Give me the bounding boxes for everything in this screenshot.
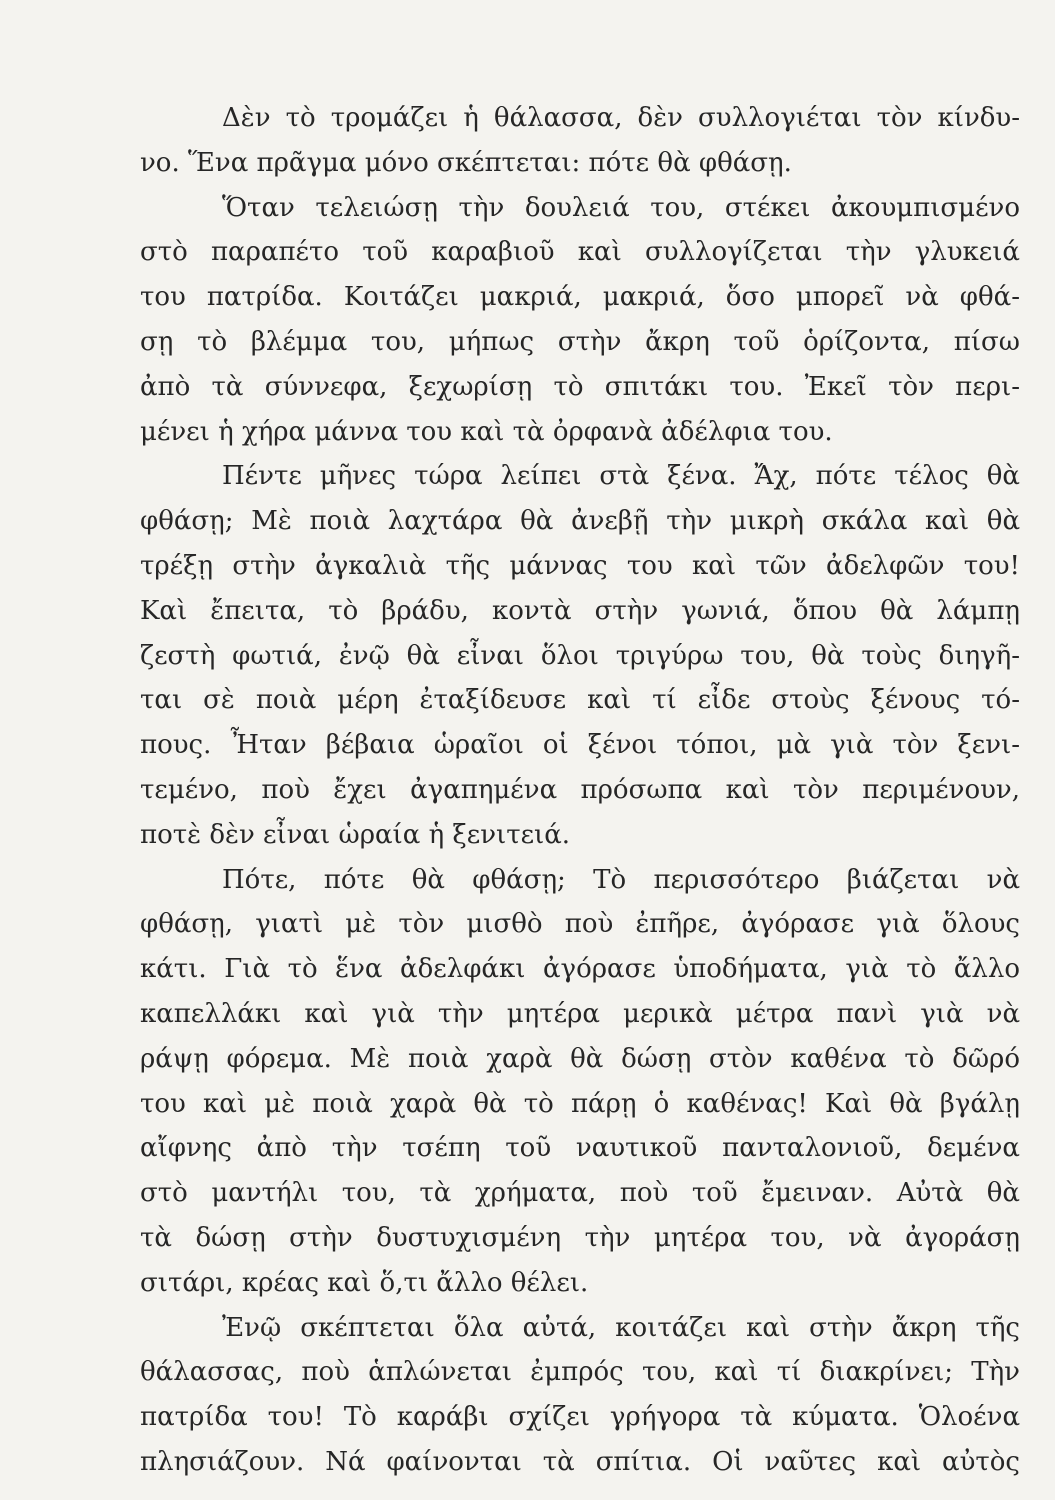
- text-line: νο. Ἕνα πρᾶγμα μόνο σκέπτεται: πότε θὰ φθάσῃ.: [140, 147, 792, 178]
- text-line: μένει ἡ χήρα μάννα του καὶ τὰ ὀρφανὰ ἀδέλφια του.: [140, 416, 833, 447]
- page-text: [140, 96, 1020, 1485]
- text-line: σῃ τὸ βλέμμα του, μήπως στὴν ἄκρη τοῦ ὁρίζοντα, πίσω: [140, 326, 1020, 357]
- text-line: ποτὲ δὲν εἶναι ὡραία ἡ ξενιτειά.: [140, 819, 571, 850]
- text-line: στὸ μαντήλι του, τὰ χρήματα, ποὺ τοῦ ἔμειναν. Αὐτὰ θὰ: [140, 1178, 1020, 1209]
- text-line: Ἐνῷ σκέπτεται ὅλα αὐτά, κοιτάζει καὶ στὴν ἄκρη τῆς: [222, 1312, 1020, 1343]
- text-line: πατρίδα του! Τὸ καράβι σχίζει γρήγορα τὰ κύματα. Ὁλοένα: [140, 1402, 1020, 1433]
- text-line: πους. Ἦταν βέβαια ὡραῖοι οἱ ξένοι τόποι, μὰ γιὰ τὸν ξενι-: [140, 730, 1020, 761]
- text-line: φθάσῃ, γιατὶ μὲ τὸν μισθὸ ποὺ ἐπῆρε, ἀγόρασε γιὰ ὅλους: [140, 909, 1020, 940]
- text-line: ζεστὴ φωτιά, ἐνῷ θὰ εἶναι ὅλοι τριγύρω του, θὰ τοὺς διηγῆ-: [140, 640, 1020, 671]
- text-line: κάτι. Γιὰ τὸ ἕνα ἀδελφάκι ἀγόρασε ὑποδήματα, γιὰ τὸ ἄλλο: [140, 954, 1020, 985]
- text-line: ται σὲ ποιὰ μέρη ἐταξίδευσε καὶ τί εἶδε στοὺς ξένους τό-: [140, 685, 1020, 716]
- text-line: τὰ δώσῃ στὴν δυστυχισμένη τὴν μητέρα του, νὰ ἀγοράσῃ: [140, 1222, 1020, 1253]
- text-line: Καὶ ἔπειτα, τὸ βράδυ, κοντὰ στὴν γωνιά, ὅπου θὰ λάμπῃ: [140, 595, 1020, 626]
- text-line: φθάσῃ; Μὲ ποιὰ λαχτάρα θὰ ἀνεβῇ τὴν μικρὴ σκάλα καὶ θὰ: [140, 506, 1020, 537]
- text-line: στὸ παραπέτο τοῦ καραβιοῦ καὶ συλλογίζεται τὴν γλυκειά: [140, 237, 1020, 268]
- text-line: του πατρίδα. Κοιτάζει μακριά, μακριά, ὅσο μπορεῖ νὰ φθά-: [140, 282, 1020, 313]
- text-line: τρέξῃ στὴν ἀγκαλιὰ τῆς μάννας του καὶ τῶν ἀδελφῶν του!: [140, 550, 1020, 581]
- text-line: Πέντε μῆνες τώρα λείπει στὰ ξένα. Ἄχ, πότε τέλος θὰ: [222, 461, 1020, 492]
- text-line: καπελλάκι καὶ γιὰ τὴν μητέρα μερικὰ μέτρα πανὶ γιὰ νὰ: [140, 998, 1020, 1029]
- text-line: ράψῃ φόρεμα. Μὲ ποιὰ χαρὰ θὰ δώσῃ στὸν καθένα τὸ δῶρό: [140, 1043, 1020, 1074]
- text-line: τεμένο, ποὺ ἔχει ἀγαπημένα πρόσωπα καὶ τὸν περιμένουν,: [140, 774, 1020, 805]
- text-line: του καὶ μὲ ποιὰ χαρὰ θὰ τὸ πάρῃ ὁ καθένας! Καὶ θὰ βγάλῃ: [140, 1088, 1020, 1119]
- text-line: αἴφνης ἀπὸ τὴν τσέπη τοῦ ναυτικοῦ πανταλονιοῦ, δεμένα: [140, 1133, 1020, 1164]
- text-line: Ὅταν τελειώσῃ τὴν δουλειά του, στέκει ἀκουμπισμένο: [222, 192, 1020, 223]
- text-line: πλησιάζουν. Νά φαίνονται τὰ σπίτια. Οἱ ναῦτες καὶ αὐτὸς: [140, 1446, 1020, 1477]
- text-line: σιτάρι, κρέας καὶ ὅ,τι ἄλλο θέλει.: [140, 1267, 589, 1298]
- text-line: Πότε, πότε θὰ φθάσῃ; Τὸ περισσότερο βιάζεται νὰ: [222, 864, 1020, 895]
- text-line: θάλασσας, ποὺ ἁπλώνεται ἐμπρός του, καὶ τί διακρίνει; Τὴν: [140, 1357, 1020, 1388]
- text-line: Δὲν τὸ τρομάζει ἡ θάλασσα, δὲν συλλογιέται τὸν κίνδυ-: [222, 103, 1020, 133]
- text-line: ἀπὸ τὰ σύννεφα, ξεχωρίσῃ τὸ σπιτάκι του. Ἐκεῖ τὸν περι-: [140, 371, 1020, 402]
